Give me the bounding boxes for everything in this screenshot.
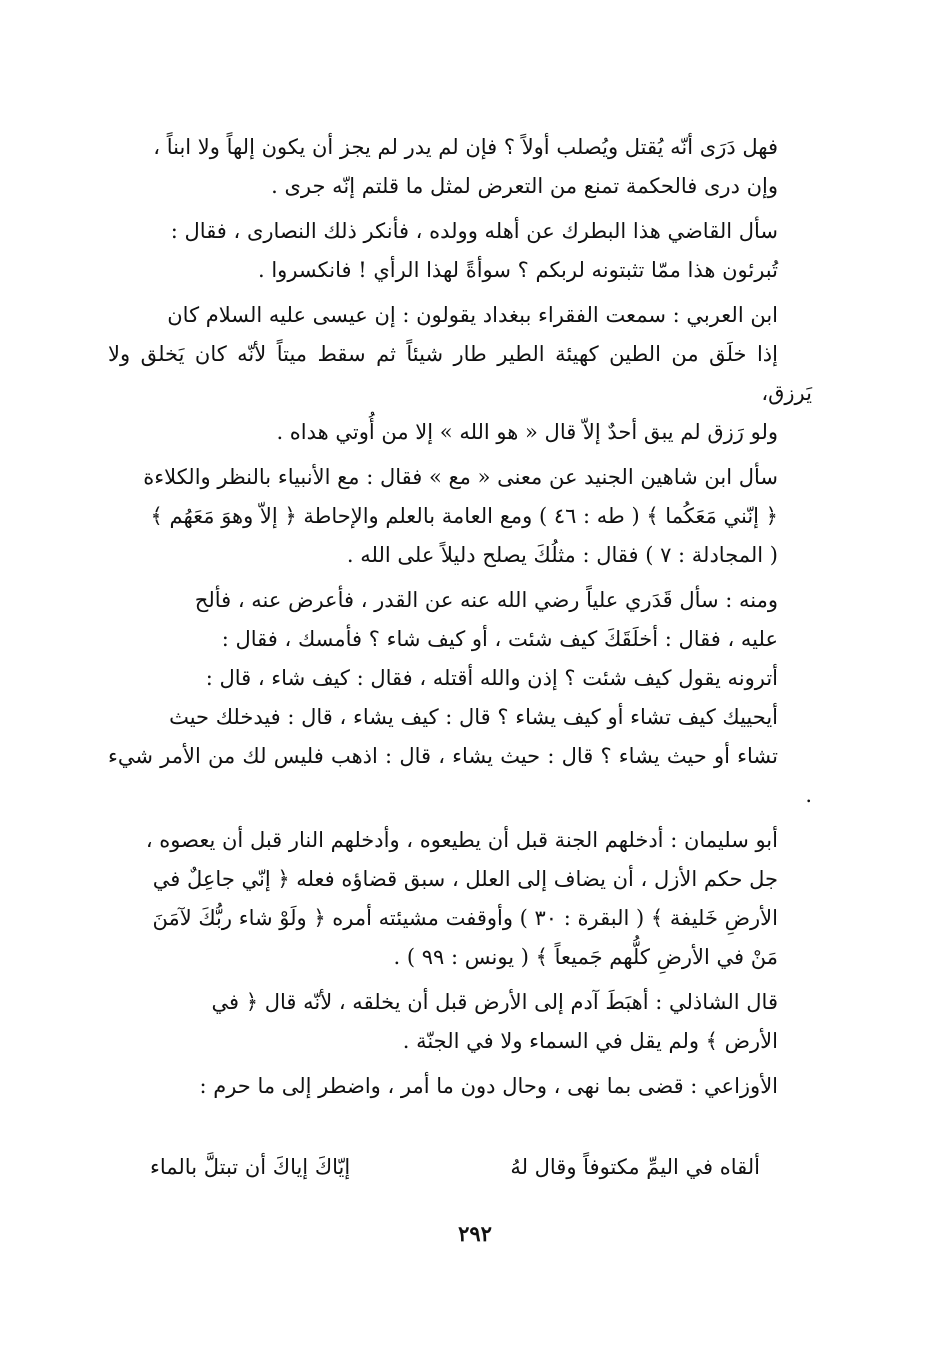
text-line: أيحييك كيف تشاء أو كيف يشاء ؟ قال : كيف يشاء ، قال : فيدخلك حيث	[169, 705, 778, 729]
text-line: أترونه يقول كيف شئت ؟ إذن والله أقتله ، فقال : كيف شاء ، قال :	[205, 666, 778, 690]
paragraph	[108, 212, 812, 290]
text-line: تشاء أو حيث يشاء ؟ قال : حيث يشاء ، قال : اذهب فليس لك من الأمر شيء .	[108, 744, 812, 807]
verse-second-hemistich: إيّاكَ إياكَ أن تبتلَّ بالماء	[150, 1155, 351, 1179]
text-line: سأل ابن شاهين الجنيد عن معنى « مع » فقال : مع الأنبياء بالنظر والكلاءة	[143, 465, 778, 489]
text-line: قال الشاذلي : أهبَطَ آدم إلى الأرض قبل أن يخلقه ، لأنّه قال ﴿ في	[211, 990, 778, 1014]
poetry-verse	[150, 1148, 760, 1187]
text-line: ( المجادلة : ٧ ) فقال : مثلُكَ يصلح دليلاً على الله .	[346, 543, 778, 567]
text-line: الأرض ﴾ ولم يقل في السماء ولا في الجنّة .	[402, 1029, 778, 1053]
text-line: تُبرئون هذا ممّا تثبتونه لربكم ؟ سوأةً لهذا الرأي ! فانكسروا .	[258, 258, 778, 282]
paragraph	[108, 983, 812, 1061]
main-text	[108, 128, 812, 1112]
paragraph	[108, 128, 812, 206]
text-line: الأرضِ خَليفة ﴾ ( البقرة : ٣٠ ) وأوقفت مشيئته أمره ﴿ ولَوْ شاء ربُّكَ لآمَنَ	[152, 906, 778, 930]
paragraph	[108, 581, 812, 815]
text-line: ومنه : سأل قَدَري علياً رضي الله عنه عن القدر ، فأعرض عنه ، فألح	[194, 588, 778, 612]
text-line: سأل القاضي هذا البطرك عن أهله وولده ، فأنكر ذلك النصارى ، فقال :	[170, 219, 778, 243]
text-line: أبو سليمان : أدخلهم الجنة قبل أن يطيعوه ، وأدخلهم النار قبل أن يعصوه ،	[145, 828, 778, 852]
text-line: ﴿ إنّني مَعَكُما ﴾ ( طه : ٤٦ ) ومع العامة بالعلم والإحاطة ﴿ إلاّ وهوَ مَعَهُم ﴾	[150, 504, 778, 528]
page-number: ٢٩٢	[458, 1221, 492, 1246]
paragraph	[108, 296, 812, 452]
text-line: ابن العربي : سمعت الفقراء ببغداد يقولون : إن عيسى عليه السلام كان	[167, 303, 778, 327]
text-line: ولو رَزق لم يبق أحدٌ إلاّ قال « هو الله » إلا من أُوتي هداه .	[276, 420, 778, 444]
text-line: إذا خلَق من الطين كهيئة الطير طار شيئاً ثم سقط ميتاً لأنّه كان يَخلق ولا يَرزق،	[108, 342, 812, 405]
verse-first-hemistich: ألقاه في اليمِّ مكتوفاً وقال لهُ	[510, 1155, 760, 1179]
paragraph	[108, 821, 812, 977]
paragraph	[108, 458, 812, 575]
text-line: الأوزاعي : قضى بما نهى ، وحال دون ما أمر ، واضطر إلى ما حرم :	[199, 1074, 778, 1098]
text-line: مَنْ في الأرضِ كلُّهم جَميعاً ﴾ ( يونس : ٩٩ ) .	[393, 945, 778, 969]
text-line: وإن درى فالحكمة تمنع من التعرض لمثل ما قلتم إنّه جرى .	[271, 174, 778, 198]
text-line: فهل دَرَى أنّه يُقتل ويُصلب أولاً ؟ فإن لم يدر لم يجز أن يكون إلهاً ولا ابناً ،	[153, 135, 778, 159]
paragraph	[108, 1067, 812, 1106]
text-line: عليه ، فقال : أخلَقَكَ كيف شئت ، أو كيف شاء ؟ فأمسك ، فقال :	[221, 627, 778, 651]
text-line: جل حكم الأزل ، أن يضاف إلى العلل ، سبق قضاؤه فعله ﴿ إنّي جاعِلٌ في	[152, 867, 778, 891]
